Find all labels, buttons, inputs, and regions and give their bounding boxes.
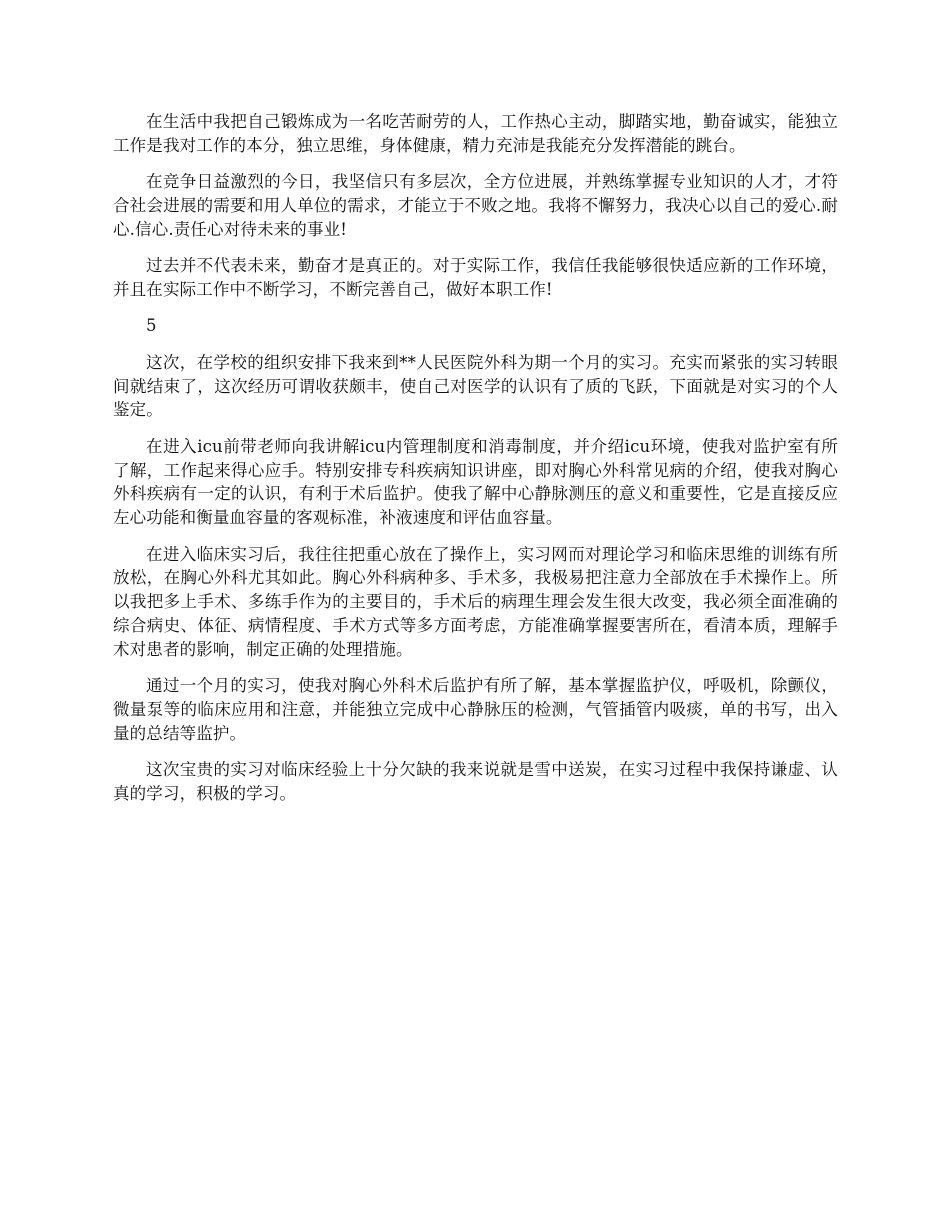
paragraph-future: 过去并不代表未来，勤奋才是真正的。对于实际工作，我信任我能够很快适应新的工作环境，并且在实际工作中不断学习，不断完善自己，做好本职工作!: [113, 256, 838, 299]
paragraph-self-assessment: 在生活中我把自己锻炼成为一名吃苦耐劳的人，工作热心主动，脚踏实地，勤奋诚实，能独立工作是我对工作的本分，独立思维，身体健康，精力充沛是我能充分发挥潜能的跳台。: [113, 112, 838, 155]
section-number: 5: [146, 316, 157, 336]
paragraph-conclusion: 这次宝贵的实习对临床经验上十分欠缺的我来说就是雪中送炭，在实习过程中我保持谦虚、认真的学习，积极的学习。: [113, 760, 838, 803]
document-page: [113, 110, 838, 818]
paragraph-monitoring-skills: 通过一个月的实习，使我对胸心外科术后监护有所了解，基本掌握监护仪，呼吸机，除颤仪，微量泵等的临床应用和注意，并能独立完成中心静脉压的检测，气管插管内吸痰，单的书写，出入量的总结等监护。: [113, 676, 838, 743]
paragraph-clinical-practice: 在进入临床实习后，我往往把重心放在了操作上，实习网而对理论学习和临床思维的训练有所放松，在胸心外科尤其如此。胸心外科病种多、手术多，我极易把注意力全部放在手术操作上。所以我把多上手术、多练手作为的主要目的，手术后的病理生理会发生很大改变，我必须全面准确的综合病史、体征、病情程度、手术方式等多方面考虑，方能准确掌握要害所在，看清本质，理解手术对患者的影响，制定正确的处理措施。: [113, 544, 838, 659]
paragraph-competition: 在竞争日益激烈的今日，我坚信只有多层次，全方位进展，并熟练掌握专业知识的人才，才符合社会进展的需要和用人单位的需求，才能立于不败之地。我将不懈努力，我决心以自己的爱心.耐心.信心.责任心对待未来的事业!: [113, 172, 838, 239]
paragraph-icu-training: 在进入icu前带老师向我讲解icu内管理制度和消毒制度，并介绍icu环境，使我对监护室有所了解，工作起来得心应手。特别安排专科疾病知识讲座，即对胸心外科常见病的介绍，使我对胸心外科疾病有一定的认识，有利于术后监护。使我了解中心静脉测压的意义和重要性，它是直接反应左心功能和衡量血容量的客观标准，补液速度和评估血容量。: [113, 436, 838, 528]
paragraph-internship-intro: 这次，在学校的组织安排下我来到**人民医院外科为期一个月的实习。充实而紧张的实习转眼间就结束了，这次经历可谓收获颇丰，使自己对医学的认识有了质的飞跃，下面就是对实习的个人鉴定。: [113, 352, 838, 420]
